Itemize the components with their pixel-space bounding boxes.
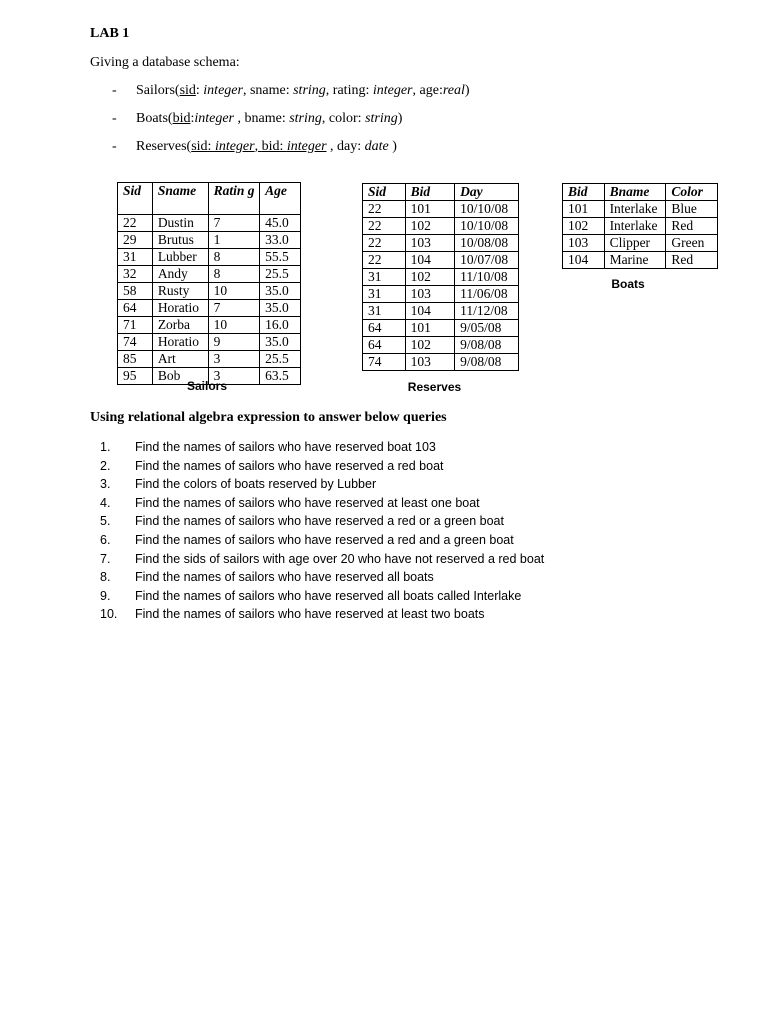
schema-relation-name: Boats( bbox=[136, 111, 173, 126]
table-row bbox=[363, 337, 519, 354]
column-header: Bname bbox=[604, 184, 666, 201]
table-row bbox=[363, 354, 519, 371]
column-header: Bid bbox=[563, 184, 605, 201]
list-item bbox=[100, 512, 544, 531]
schema-reserves: - Reserves(sid: integer, bid: integer , day: date ) bbox=[112, 139, 397, 154]
table-cell: 85 bbox=[118, 351, 153, 368]
table-header-row bbox=[363, 184, 519, 201]
table-row bbox=[363, 286, 519, 303]
table-cell: 3 bbox=[208, 368, 259, 385]
table-cell: 101 bbox=[405, 320, 455, 337]
table-cell: 31 bbox=[118, 249, 153, 266]
table-cell: 58 bbox=[118, 283, 153, 300]
table-cell: 35.0 bbox=[260, 283, 301, 300]
table-cell: 103 bbox=[405, 235, 455, 252]
query-number: 3. bbox=[100, 477, 111, 492]
table-row bbox=[118, 232, 301, 249]
query-text: Find the names of sailors who have reserved at least two boats bbox=[135, 607, 485, 622]
query-number: 4. bbox=[100, 495, 111, 510]
table-cell: Horatio bbox=[152, 300, 208, 317]
column-header: Age bbox=[260, 183, 301, 215]
query-number: 6. bbox=[100, 532, 111, 547]
table-cell: 9/08/08 bbox=[455, 354, 519, 371]
table-cell: Bob bbox=[152, 368, 208, 385]
table-cell: 8 bbox=[208, 249, 259, 266]
table-cell: Red bbox=[666, 218, 718, 235]
schema-sailors: - Sailors(sid: integer, sname: string, rating: integer, age:real) bbox=[112, 83, 470, 98]
list-item bbox=[100, 587, 544, 606]
table-cell: 101 bbox=[405, 201, 455, 218]
table-cell: 1 bbox=[208, 232, 259, 249]
table-cell: 31 bbox=[363, 303, 406, 320]
sailors-caption: Sailors bbox=[186, 379, 228, 393]
table-cell: 45.0 bbox=[260, 215, 301, 232]
column-header: Day bbox=[455, 184, 519, 201]
table-row bbox=[563, 235, 718, 252]
table-cell: 104 bbox=[405, 303, 455, 320]
table-row bbox=[363, 218, 519, 235]
reserves-table bbox=[362, 183, 519, 371]
table-cell: 7 bbox=[208, 300, 259, 317]
table-cell: 35.0 bbox=[260, 334, 301, 351]
query-text: Find the names of sailors who have reserved at least one boat bbox=[135, 495, 480, 510]
table-cell: 35.0 bbox=[260, 300, 301, 317]
table-cell: 22 bbox=[363, 252, 406, 269]
table-cell: 9/08/08 bbox=[455, 337, 519, 354]
query-number: 10. bbox=[100, 607, 118, 622]
column-header: Sid bbox=[363, 184, 406, 201]
table-cell: 10/10/08 bbox=[455, 201, 519, 218]
query-number: 8. bbox=[100, 570, 111, 585]
query-text: Find the colors of boats reserved by Lubber bbox=[135, 477, 377, 492]
table-cell: 95 bbox=[118, 368, 153, 385]
table-cell: 102 bbox=[563, 218, 605, 235]
table-cell: 103 bbox=[405, 354, 455, 371]
table-cell: Red bbox=[666, 252, 718, 269]
table-cell: 10/08/08 bbox=[455, 235, 519, 252]
query-text: Find the names of sailors who have reserved all boats bbox=[135, 570, 434, 585]
column-header: Color bbox=[666, 184, 718, 201]
table-cell: Blue bbox=[666, 201, 718, 218]
column-header: Ratin g bbox=[208, 183, 259, 215]
list-item bbox=[100, 438, 544, 457]
list-item bbox=[100, 457, 544, 476]
table-cell: Art bbox=[152, 351, 208, 368]
schema-key: bid bbox=[172, 111, 191, 126]
query-text: Find the names of sailors who have reserved all boats called Interlake bbox=[135, 588, 522, 603]
table-cell: 102 bbox=[405, 218, 455, 235]
column-header: Bid bbox=[405, 184, 455, 201]
table-cell: 10/10/08 bbox=[455, 218, 519, 235]
list-item bbox=[100, 494, 544, 513]
table-cell: 64 bbox=[363, 320, 406, 337]
table-cell: 104 bbox=[405, 252, 455, 269]
table-cell: 22 bbox=[118, 215, 153, 232]
table-row bbox=[363, 201, 519, 218]
schema-key: sid bbox=[179, 83, 196, 98]
table-row bbox=[118, 300, 301, 317]
table-row bbox=[563, 218, 718, 235]
schema-intro: Giving a database schema: bbox=[90, 55, 240, 70]
table-cell: 63.5 bbox=[260, 368, 301, 385]
table-cell: 22 bbox=[363, 201, 406, 218]
table-cell: 64 bbox=[118, 300, 153, 317]
list-item bbox=[100, 568, 544, 587]
schema-key: bid bbox=[261, 139, 280, 154]
table-cell: 22 bbox=[363, 218, 406, 235]
table-cell: Interlake bbox=[604, 218, 666, 235]
table-cell: 7 bbox=[208, 215, 259, 232]
sailors-table bbox=[117, 182, 301, 385]
table-cell: Andy bbox=[152, 266, 208, 283]
column-header: Sname bbox=[152, 183, 208, 215]
query-number: 9. bbox=[100, 588, 111, 603]
table-cell: 11/10/08 bbox=[455, 269, 519, 286]
table-cell: 74 bbox=[363, 354, 406, 371]
table-cell: 25.5 bbox=[260, 266, 301, 283]
list-item bbox=[100, 475, 544, 494]
query-text: Find the names of sailors who have reserved a red or a green boat bbox=[135, 514, 504, 529]
schema-relation-name: Reserves( bbox=[136, 139, 192, 154]
table-cell: 103 bbox=[563, 235, 605, 252]
table-row bbox=[363, 303, 519, 320]
list-item bbox=[100, 531, 544, 550]
schema-boats: - Boats(bid:integer , bname: string, color: string) bbox=[112, 111, 403, 126]
table-row bbox=[363, 252, 519, 269]
query-text: Find the names of sailors who have reserved boat 103 bbox=[135, 440, 436, 454]
table-row bbox=[363, 320, 519, 337]
table-header-row bbox=[563, 184, 718, 201]
table-row bbox=[118, 283, 301, 300]
table-cell: 11/12/08 bbox=[455, 303, 519, 320]
table-cell: Brutus bbox=[152, 232, 208, 249]
table-cell: 10/07/08 bbox=[455, 252, 519, 269]
table-row bbox=[118, 334, 301, 351]
list-item bbox=[100, 550, 544, 569]
table-cell: 33.0 bbox=[260, 232, 301, 249]
query-number: 1. bbox=[100, 440, 111, 454]
table-cell: 9 bbox=[208, 334, 259, 351]
table-cell: 25.5 bbox=[260, 351, 301, 368]
schema-key: sid bbox=[191, 139, 208, 154]
table-cell: 102 bbox=[405, 337, 455, 354]
reserves-caption: Reserves bbox=[407, 380, 462, 394]
table-row bbox=[118, 351, 301, 368]
table-header-row bbox=[118, 183, 301, 215]
table-cell: 102 bbox=[405, 269, 455, 286]
table-cell: 9/05/08 bbox=[455, 320, 519, 337]
table-cell: 103 bbox=[405, 286, 455, 303]
queries-heading: Using relational algebra expression to answer below queries bbox=[90, 410, 447, 425]
query-number: 7. bbox=[100, 551, 111, 566]
table-row bbox=[118, 266, 301, 283]
query-number: 2. bbox=[100, 458, 111, 473]
table-cell: 104 bbox=[563, 252, 605, 269]
table-cell: Interlake bbox=[604, 201, 666, 218]
column-header: Sid bbox=[118, 183, 153, 215]
lab-title: LAB 1 bbox=[90, 26, 130, 41]
queries-list bbox=[100, 438, 544, 624]
table-cell: 101 bbox=[563, 201, 605, 218]
table-cell: 10 bbox=[208, 317, 259, 334]
table-cell: Lubber bbox=[152, 249, 208, 266]
table-row bbox=[563, 252, 718, 269]
table-cell: 29 bbox=[118, 232, 153, 249]
table-cell: Rusty bbox=[152, 283, 208, 300]
table-cell: Zorba bbox=[152, 317, 208, 334]
table-cell: 3 bbox=[208, 351, 259, 368]
table-row bbox=[363, 235, 519, 252]
table-cell: Clipper bbox=[604, 235, 666, 252]
table-cell: 8 bbox=[208, 266, 259, 283]
table-cell: 16.0 bbox=[260, 317, 301, 334]
table-cell: 11/06/08 bbox=[455, 286, 519, 303]
table-cell: 74 bbox=[118, 334, 153, 351]
boats-table bbox=[562, 183, 718, 269]
table-row bbox=[563, 201, 718, 218]
query-text: Find the names of sailors who have reserved a red and a green boat bbox=[135, 532, 514, 547]
table-cell: 31 bbox=[363, 286, 406, 303]
table-cell: 22 bbox=[363, 235, 406, 252]
boats-caption: Boats bbox=[611, 277, 645, 291]
table-cell: 55.5 bbox=[260, 249, 301, 266]
table-row bbox=[118, 249, 301, 266]
table-row bbox=[118, 215, 301, 232]
query-text: Find the sids of sailors with age over 20 who have not reserved a red boat bbox=[135, 551, 545, 566]
table-row bbox=[118, 317, 301, 334]
table-cell: 31 bbox=[363, 269, 406, 286]
table-cell: Dustin bbox=[152, 215, 208, 232]
query-text: Find the names of sailors who have reserved a red boat bbox=[135, 458, 444, 473]
table-row bbox=[363, 269, 519, 286]
schema-relation-name: Sailors( bbox=[136, 83, 180, 98]
list-item bbox=[100, 605, 544, 624]
table-cell: 10 bbox=[208, 283, 259, 300]
table-cell: 71 bbox=[118, 317, 153, 334]
table-cell: 32 bbox=[118, 266, 153, 283]
table-cell: Green bbox=[666, 235, 718, 252]
table-cell: Horatio bbox=[152, 334, 208, 351]
table-cell: Marine bbox=[604, 252, 666, 269]
table-cell: 64 bbox=[363, 337, 406, 354]
query-number: 5. bbox=[100, 514, 111, 529]
